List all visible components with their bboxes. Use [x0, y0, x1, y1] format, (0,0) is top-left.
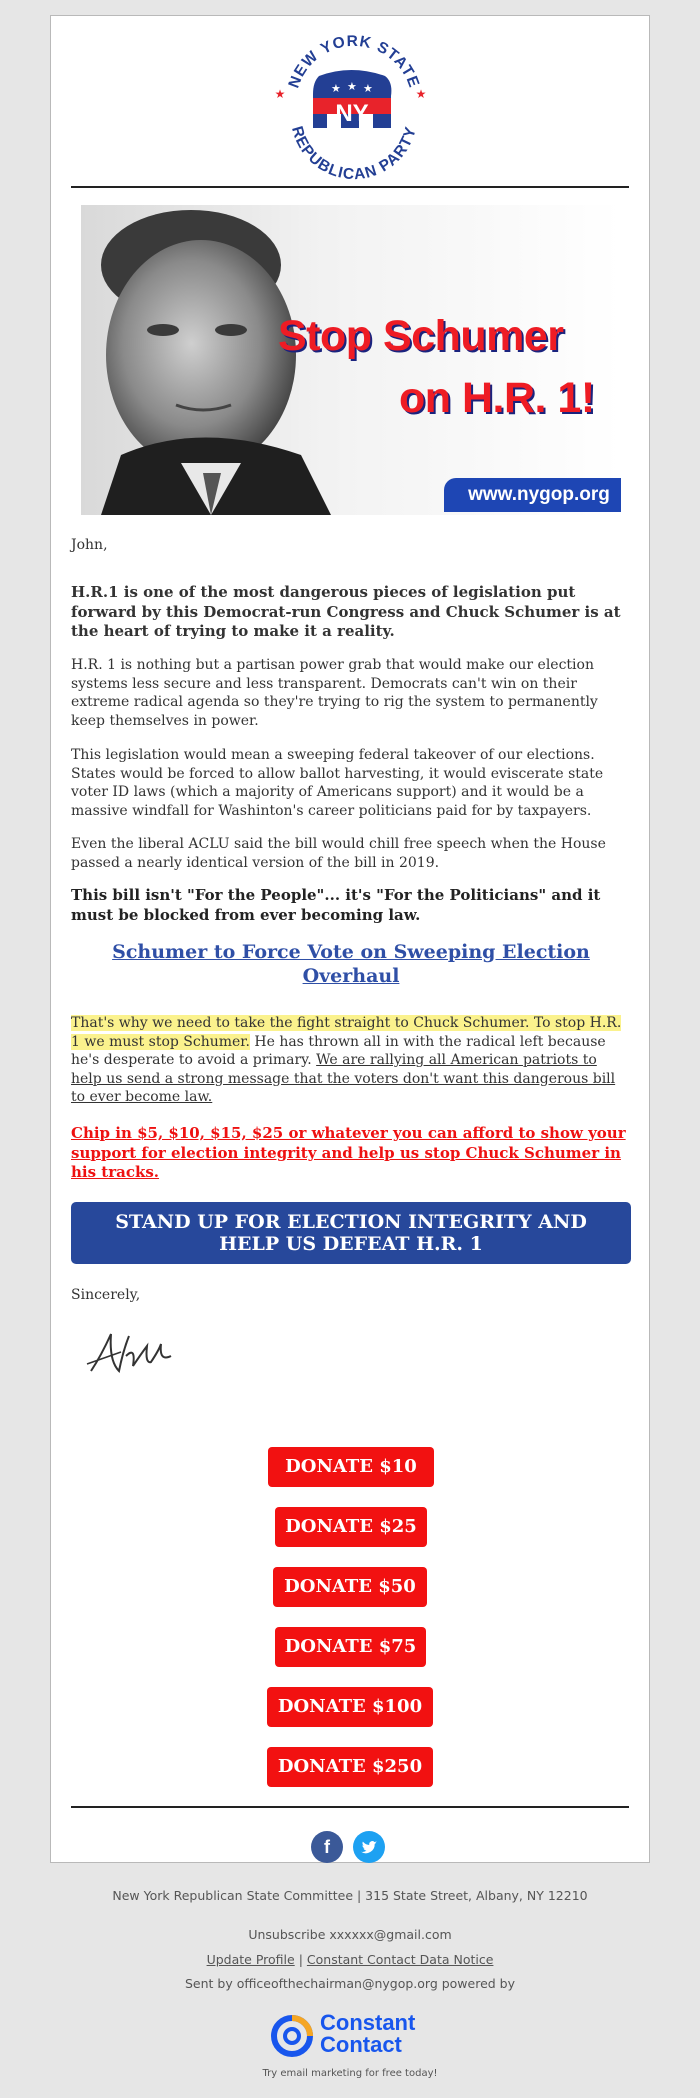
underlined-text: We are rallying all American patriots to help us send a strong message that the voters don't want this dangerous bill to ever become law. — [71, 1052, 616, 1105]
svg-text:★: ★ — [331, 82, 341, 95]
signoff: Sincerely, — [71, 1287, 141, 1303]
schumer-portrait — [81, 205, 621, 515]
data-notice-link[interactable]: Constant Contact Data Notice — [306, 1952, 494, 1967]
bottom-divider — [71, 1806, 629, 1808]
paragraph-5 — [71, 1014, 631, 1107]
logo-star-right: ★ — [415, 87, 427, 101]
donate-25-button[interactable]: DONATE $25 — [275, 1507, 427, 1547]
donate-250-button[interactable]: DONATE $250 — [267, 1747, 433, 1787]
chip-in-link-wrap — [71, 1124, 631, 1183]
constant-contact-brand-line1: Constant — [320, 2010, 416, 2035]
hero-banner — [81, 205, 621, 515]
footer-sent-by: Sent by officeofthechairman@nygop.org powered by — [184, 1976, 516, 1991]
svg-text:★: ★ — [347, 80, 357, 93]
paragraph-4-bold: This bill isn't "For the People"... it's "For the Politicians" and it must be blocked from ever becoming law. — [71, 886, 601, 924]
paragraph-3: Even the liberal ACLU said the bill would chill free speech when the House passed a nearly identical version of the bill in 2019. — [71, 836, 606, 871]
constant-contact-icon — [270, 2014, 314, 2058]
logo-monogram: NY — [335, 100, 369, 127]
logo-arc-bottom: REPUBLICAN PARTY — [288, 124, 420, 184]
greeting: John, — [71, 537, 108, 553]
logo-arc-top: NEW YORK STATE — [285, 32, 423, 91]
update-profile-link[interactable]: Update Profile — [206, 1952, 295, 1967]
svg-text:REPUBLICAN PARTY — [288, 124, 420, 183]
constant-contact-tagline[interactable]: Try email marketing for free today! — [262, 2068, 438, 2079]
signature — [81, 1316, 201, 1386]
donate-50-button[interactable]: DONATE $50 — [273, 1567, 427, 1607]
logo-area — [51, 16, 651, 186]
svg-text:★: ★ — [363, 82, 373, 95]
footer-unsubscribe[interactable]: Unsubscribe xxxxxx@gmail.com — [248, 1927, 452, 1942]
donate-100-button[interactable]: DONATE $100 — [267, 1687, 433, 1727]
footer-address: New York Republican State Committee | 315 State Street, Albany, NY 12210 — [112, 1888, 588, 1903]
intro-bold: H.R.1 is one of the most dangerous pieces of legislation put forward by this Democrat-run Congress and Chuck Schumer is at the heart of trying to make it a reality. — [71, 583, 621, 640]
chip-in-link[interactable]: Chip in $5, $10, $15, $25 or whatever you can afford to show your support for election integrity and help us stop Chuck Schumer in his tracks. — [71, 1124, 626, 1181]
footer-separator: | — [298, 1952, 303, 1967]
hero-url-badge: www.nygop.org — [444, 478, 621, 512]
twitter-icon[interactable] — [353, 1831, 385, 1863]
nygop-logo — [51, 16, 651, 186]
logo-star-left: ★ — [274, 87, 286, 101]
top-divider — [71, 186, 629, 188]
cta-button[interactable]: STAND UP FOR ELECTION INTEGRITY AND HELP US DEFEAT H.R. 1 — [71, 1202, 631, 1264]
normal-text: He has thrown all in with the radical left because he's desperate to avoid a primary. — [71, 1033, 606, 1068]
email-card — [50, 15, 650, 1863]
headline-article-link[interactable]: Schumer to Force Vote on Sweeping Election Overhaul — [112, 941, 590, 987]
donate-10-button[interactable]: DONATE $10 — [268, 1447, 434, 1487]
donate-75-button[interactable]: DONATE $75 — [275, 1627, 426, 1667]
hero-title-line1: Stop Schumer — [278, 312, 564, 360]
constant-contact-logo[interactable] — [270, 2012, 440, 2062]
facebook-icon[interactable]: f — [311, 1831, 343, 1863]
footer-links — [0, 1952, 700, 1967]
paragraph-1: H.R. 1 is nothing but a partisan power grab that would make our election systems less secure and less transparent. Democrats can't win on their extreme radical agenda so they're trying to rig the system to permanently keep themselves in power. — [71, 657, 598, 729]
paragraph-2: This legislation would mean a sweeping federal takeover of our elections. States would be forced to allow ballot harvesting, it would eviscerate state voter ID laws (which a majority of Americans support) and it would be a massive windfall for Washinton's career politicians paid for by taxpayers. — [71, 747, 604, 819]
hero-title-line2: on H.R. 1! — [399, 374, 595, 422]
highlighted-text: That's why we need to take the fight straight to Chuck Schumer. To stop H.R. 1 we must stop Schumer. — [71, 1015, 622, 1050]
constant-contact-brand-line2: Contact — [320, 2032, 402, 2057]
